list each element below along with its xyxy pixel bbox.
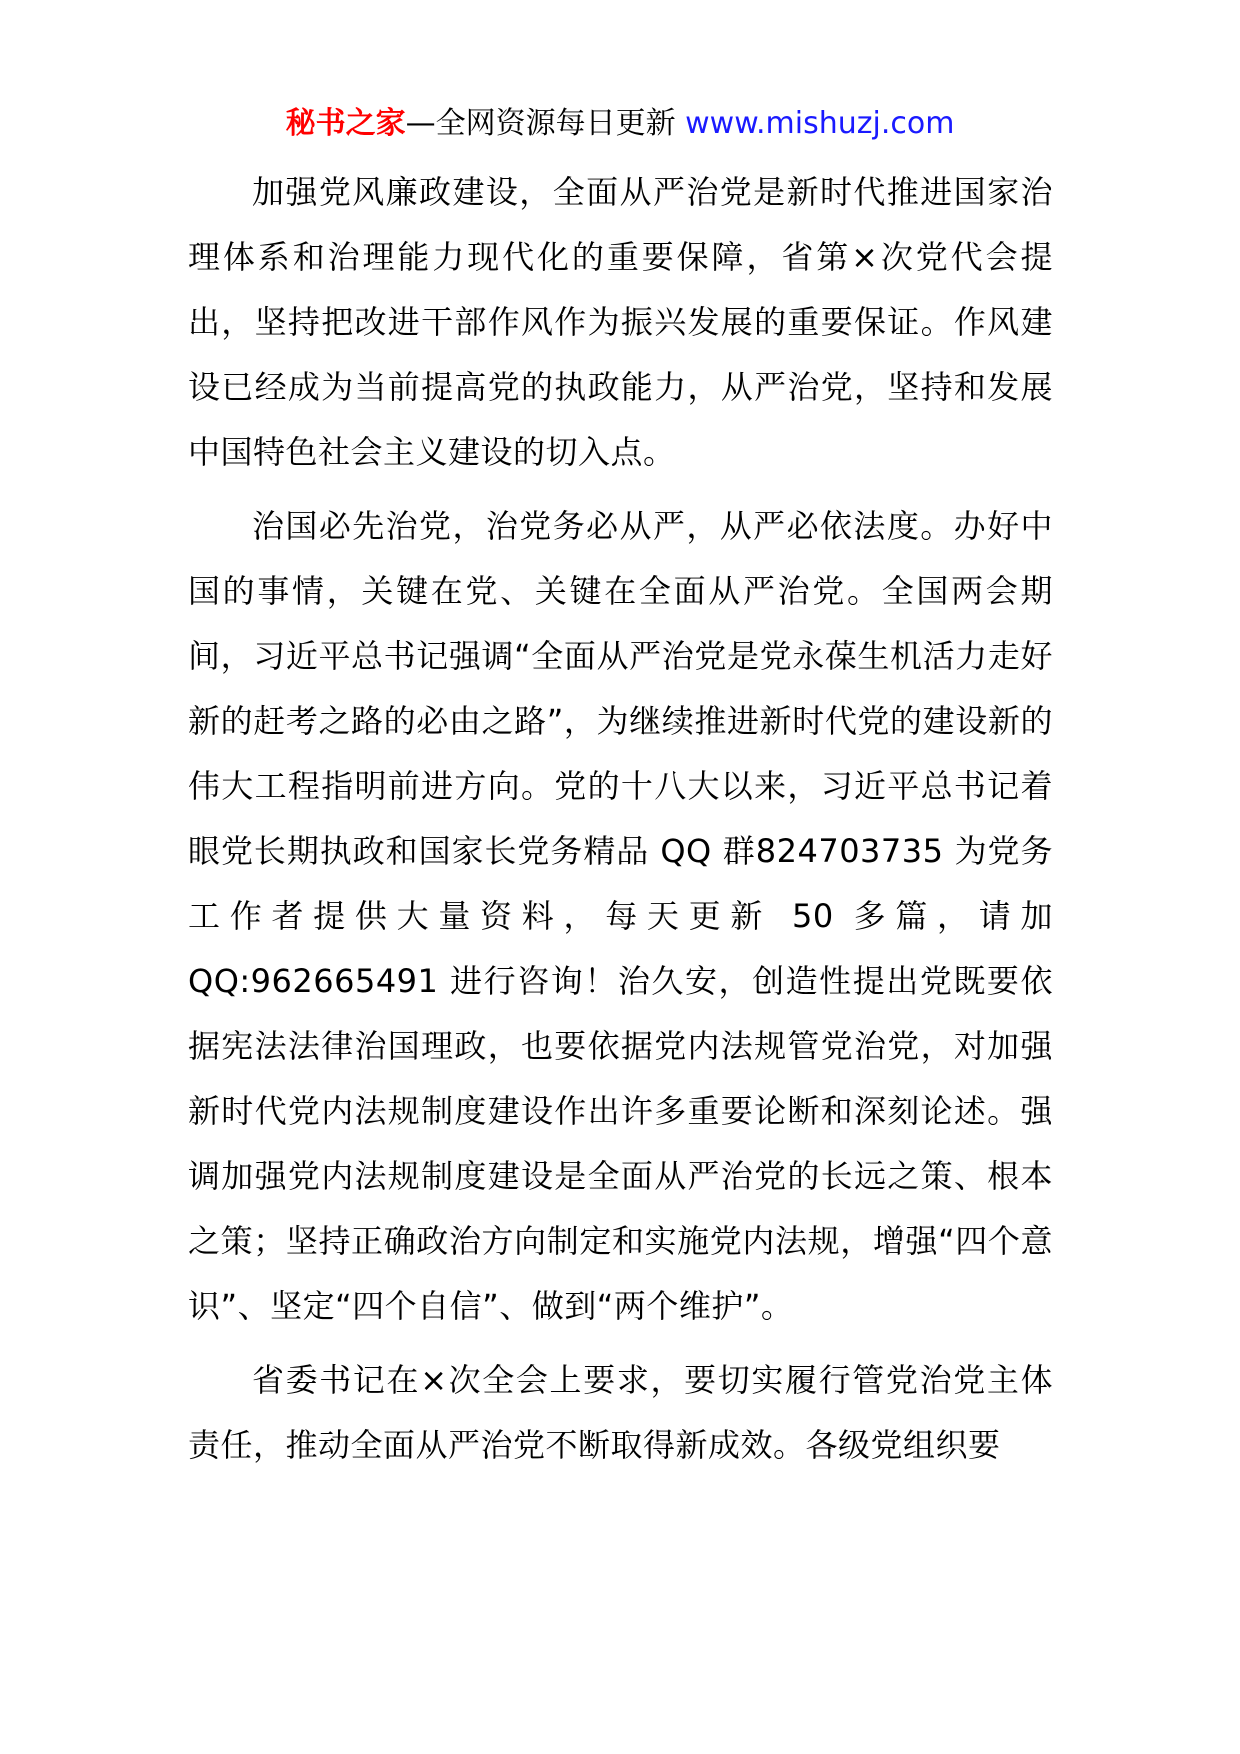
brand-name: 秘书之家 xyxy=(285,106,406,141)
paragraph-3: 省委书记在×次全会上要求，要切实履行管党治党主体责任，推动全面从严治党不断取得新成效。各级党组织要 xyxy=(188,1361,1053,1464)
header-tagline: —全网资源每日更新 xyxy=(405,106,686,141)
document-body xyxy=(188,160,1053,1487)
site-url-link[interactable]: www.mishuzj.com xyxy=(685,106,955,141)
paragraph-1: 加强党风廉政建设，全面从严治党是新时代推进国家治理体系和治理能力现代化的重要保障，省第×次党代会提出，坚持把改进干部作风作为振兴发展的重要保证。作风建设已经成为当前提高党的执政能力，从严治党，坚持和发展中国特色社会主义建设的切入点。 xyxy=(188,173,1053,471)
page-header xyxy=(0,102,1240,146)
paragraph-2: 治国必先治党，治党务必从严，从严必依法度。办好中国的事情，关键在党、关键在全面从严治党。全国两会期间，习近平总书记强调“全面从严治党是党永葆生机活力走好新的赶考之路的必由之路”，为继续推进新时代党的建设新的伟大工程指明前进方向。党的十八大以来，习近平总书记着眼党长期执政和国家长党务精品 QQ 群824703735 为党务工作者提供大量资料，每天更新 50 多篇，请加 QQ:962665491 进行咨询！治久安，创造性提出党既要依据宪法法律治国理政，也要依据党内法规管党治党，对加强新时代党内法规制度建设作出许多重要论断和深刻论述。强调加强党内法规制度建设是全面从严治党的长远之策、根本之策；坚持正确政治方向制定和实施党内法规，增强“四个意识”、坚定“四个自信”、做到“两个维护”。 xyxy=(188,507,1053,1325)
